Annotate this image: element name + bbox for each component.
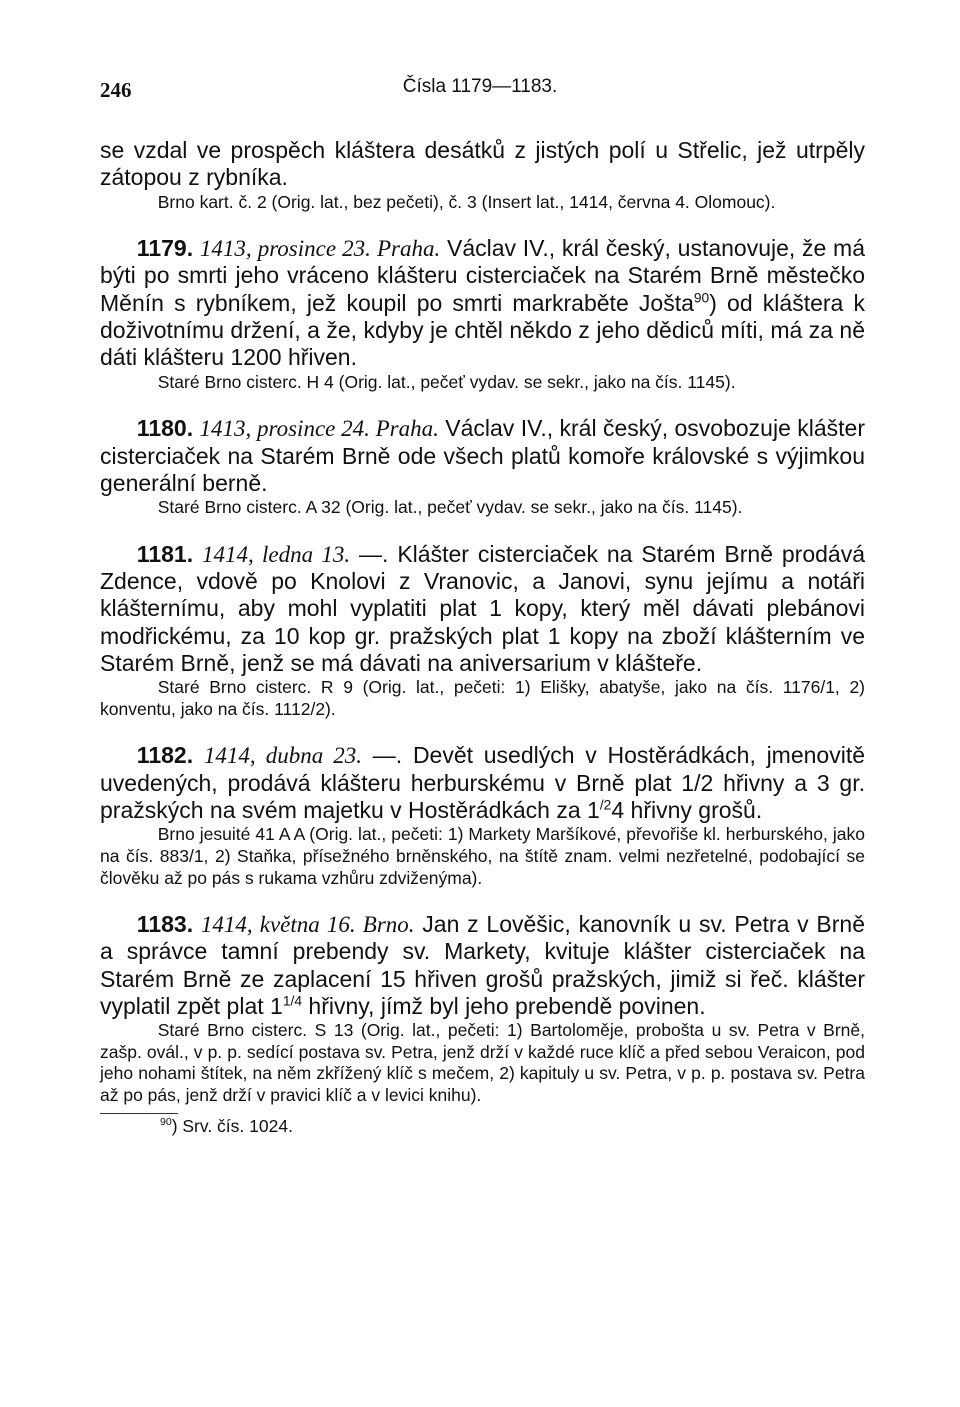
entry-source: Staré Brno cisterc. A 32 (Orig. lat., pečeť vydav. se sekr., jako na čís. 1145). — [157, 497, 743, 518]
entry-1181 — [100, 541, 865, 721]
fraction-whole: 1 — [587, 797, 600, 824]
entry-date: 1413, prosince 23. Praha. — [199, 236, 441, 262]
footnote-marker: 90 — [160, 1115, 172, 1128]
entry-text — [100, 742, 865, 824]
entry-date: 1413, prosince 24. Praha. — [199, 416, 439, 442]
intro-source: Brno kart. č. 2 (Orig. lat., bez pečeti), č. 3 (Insert lat., 1414, června 4. Olomouc). — [157, 191, 776, 212]
entry-source: Brno jesuité 41 A A (Orig. lat., pečeti: 1) Markety Maršíkové, převořiše kl. herburského, jako na čís. 883/1, 2) Staňka, přísežného brněnského, na štítě znam. velmi nezřetelné, podobající se člověku až po pás s rukama vzhůru zdviženýma). — [100, 824, 865, 888]
running-title: Čísla 1179—1183. — [402, 76, 558, 97]
entry-number: 1181. — [136, 540, 194, 567]
entry-1183 — [100, 911, 865, 1107]
fraction-sup: /2 — [599, 797, 612, 813]
entry-body: Václav IV., král český, ustanovuje, že má býti po smrti jeho vráceno klášteru cisterciaček na Starém Brně městečko Měnín s rybníkem, jež koupil po smrti markraběte Jošta — [100, 235, 866, 316]
entry-body-end: hřivny grošů. — [624, 797, 763, 824]
entry-date: 1414, ledna 13. — [202, 541, 351, 567]
footnote-divider — [100, 1113, 178, 1114]
entry-text — [100, 415, 865, 497]
entry-body-cont: ) od kláštera k doživotnímu držení, a že, kdyby je chtěl někdo z jeho dědiců míti, má za ně dáti klášteru 1200 hřiven. — [100, 289, 865, 371]
footnote — [100, 1116, 865, 1137]
footnote-text: ) Srv. čís. 1024. — [171, 1115, 293, 1136]
fraction-tail: 4 — [611, 797, 625, 824]
intro-text: se vzdal ve prospěch kláštera desátků z jistých polí u Střelic, jež utrpěly zátopou z rybníka. — [100, 137, 865, 191]
entry-1182 — [100, 742, 865, 889]
entry-body: Jan z Lověšic, kanovník u sv. Petra v Brně a správce tamní prebendy sv. Markety, kvituje klášter cisterciaček na Starém Brně ze zaplacení 15 hřiven grošů pražských, jimiž si řeč. klášter vyplatil zpět plat 1 — [100, 911, 866, 1019]
entry-source: Staré Brno cisterc. R 9 (Orig. lat., pečeti: 1) Elišky, abatyše, jako na čís. 1176/1, 2) konventu, jako na čís. 1112/2). — [100, 677, 865, 719]
footnote-ref: 90 — [693, 290, 710, 306]
entry-body-cont: hřivny, jímž byl jeho prebendě povinen. — [302, 992, 706, 1019]
page-number: 246 — [100, 78, 132, 102]
entry-body: Václav IV., král český, osvobozuje klášter cisterciaček na Starém Brně ode všech platů komoře královské s výjimkou generální berně. — [100, 415, 866, 496]
entry-body: —. Klášter cisterciaček na Starém Brně prodává Zdence, vdově po Knolovi z Vranovic, a Janovi, synu jejímu a notáři klášternímu, aby mohl vyplatiti plat 1 kopy, který měl dávati plebánovi modřickému, za 10 kop gr. pražských plat 1 kopy na zboží klášterním ve Starém Brně, jenž se má dávati na aniversarium v klášteře. — [100, 540, 866, 676]
page-body — [100, 137, 865, 1137]
entry-source: Staré Brno cisterc. S 13 (Orig. lat., pečeti: 1) Bartolomějе, probošta u sv. Petra v Brně, zašp. ovál., v p. p. sedící postava sv. Petra, jenž drží v každé ruce klíč a před sebou Veraicon, pod jeho nohami štítek, na něm zkřížený klíč s mečem, 2) kapituly u sv. Petra, v p. p. postava sv. Petra až po pás, jenž drží v pravici klíč a v levici knihu). — [100, 1020, 865, 1106]
entry-1180 — [100, 415, 865, 518]
entry-number: 1179. — [136, 235, 194, 262]
entry-text — [100, 911, 865, 1020]
entry-number: 1180. — [136, 415, 194, 442]
fraction-sup: 1/4 — [282, 993, 303, 1009]
entry-date: 1414, května 16. Brno. — [200, 912, 415, 938]
page-header — [100, 68, 860, 108]
entry-1179 — [100, 235, 865, 393]
entry-number: 1183. — [136, 911, 194, 938]
entry-text — [100, 541, 865, 677]
entry-text — [100, 235, 865, 371]
entry-date: 1414, dubna 23. — [203, 743, 363, 769]
entry-number: 1182. — [136, 742, 194, 769]
entry-source: Staré Brno cisterc. H 4 (Orig. lat., pečeť vydav. se sekr., jako na čís. 1145). — [157, 371, 736, 392]
entry-body: —. Devět usedlých v Hostěrádkách, jmenovitě uvedených, prodává klášteru herburskému v Brně plat — [100, 742, 866, 796]
entry-body-cont: hřivny a 3 gr. pražských na svém majetku v Hostěrádkách za — [100, 769, 865, 824]
fraction: 1/2 — [681, 769, 714, 796]
